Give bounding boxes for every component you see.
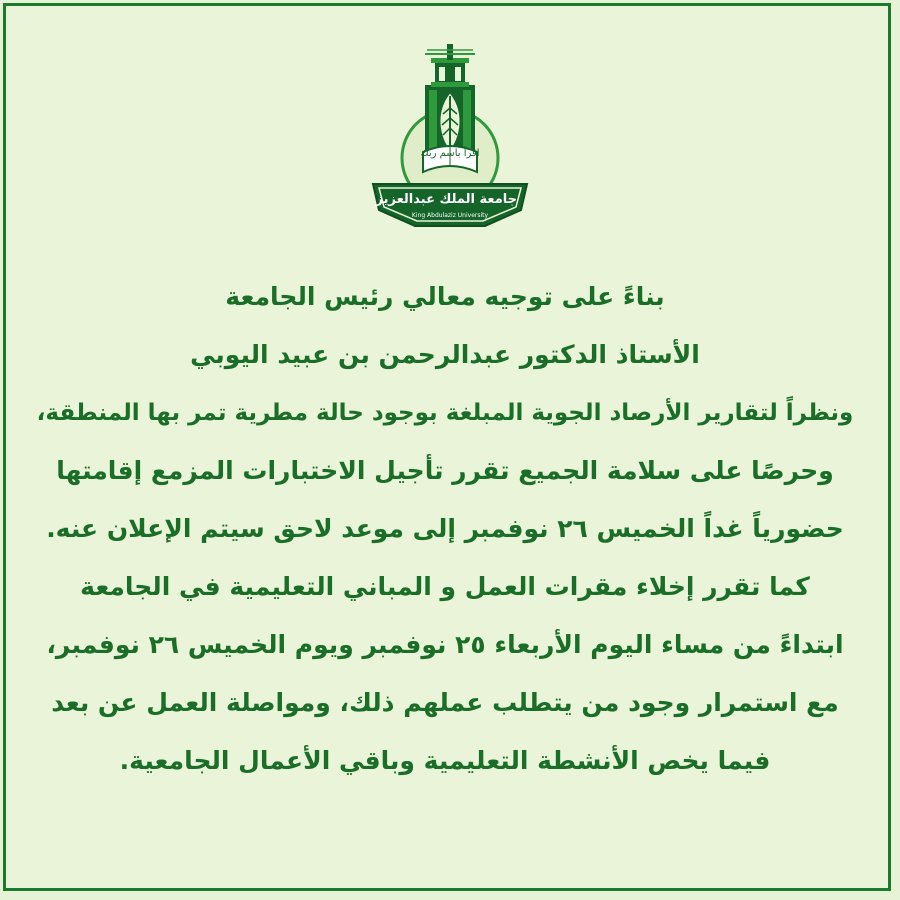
- university-logo: [365, 40, 535, 245]
- logo-arabic-name: جامعة الملك عبدالعزيز: [375, 192, 517, 207]
- announcement-line: فيما يخص الأنشطة التعليمية وباقي الأعمال الجامعية.: [119, 746, 771, 775]
- announcement-line: بناءً على توجيه معالي رئيس الجامعة: [225, 282, 665, 311]
- logo-english-name: King Abdulaziz University: [411, 212, 489, 219]
- announcement-line: مع استمرار وجود من يتطلب عملهم ذلك، ومواصلة العمل عن بعد: [51, 688, 839, 717]
- announcement-line: حضورياً غداً الخميس ٢٦ نوفمبر إلى موعد لاحق سيتم الإعلان عنه.: [46, 514, 844, 543]
- logo-motto-text: اقرأ باسم ربك: [420, 148, 480, 159]
- announcement-line: وحرصًا على سلامة الجميع تقرر تأجيل الاختبارات المزمع إقامتها: [56, 456, 834, 485]
- announcement-line: ونظراً لتقارير الأرصاد الجوية المبلغة بوجود حالة مطرية تمر بها المنطقة،: [36, 400, 854, 426]
- announcement-text: [10, 268, 880, 790]
- announcement-line: الأستاذ الدكتور عبدالرحمن بن عبيد اليوبي: [190, 340, 700, 369]
- announcement-line: كما تقرر إخلاء مقرات العمل و المباني التعليمية في الجامعة: [80, 572, 810, 601]
- announcement-line: ابتداءً من مساء اليوم الأربعاء ٢٥ نوفمبر ويوم الخميس ٢٦ نوفمبر،: [46, 630, 844, 659]
